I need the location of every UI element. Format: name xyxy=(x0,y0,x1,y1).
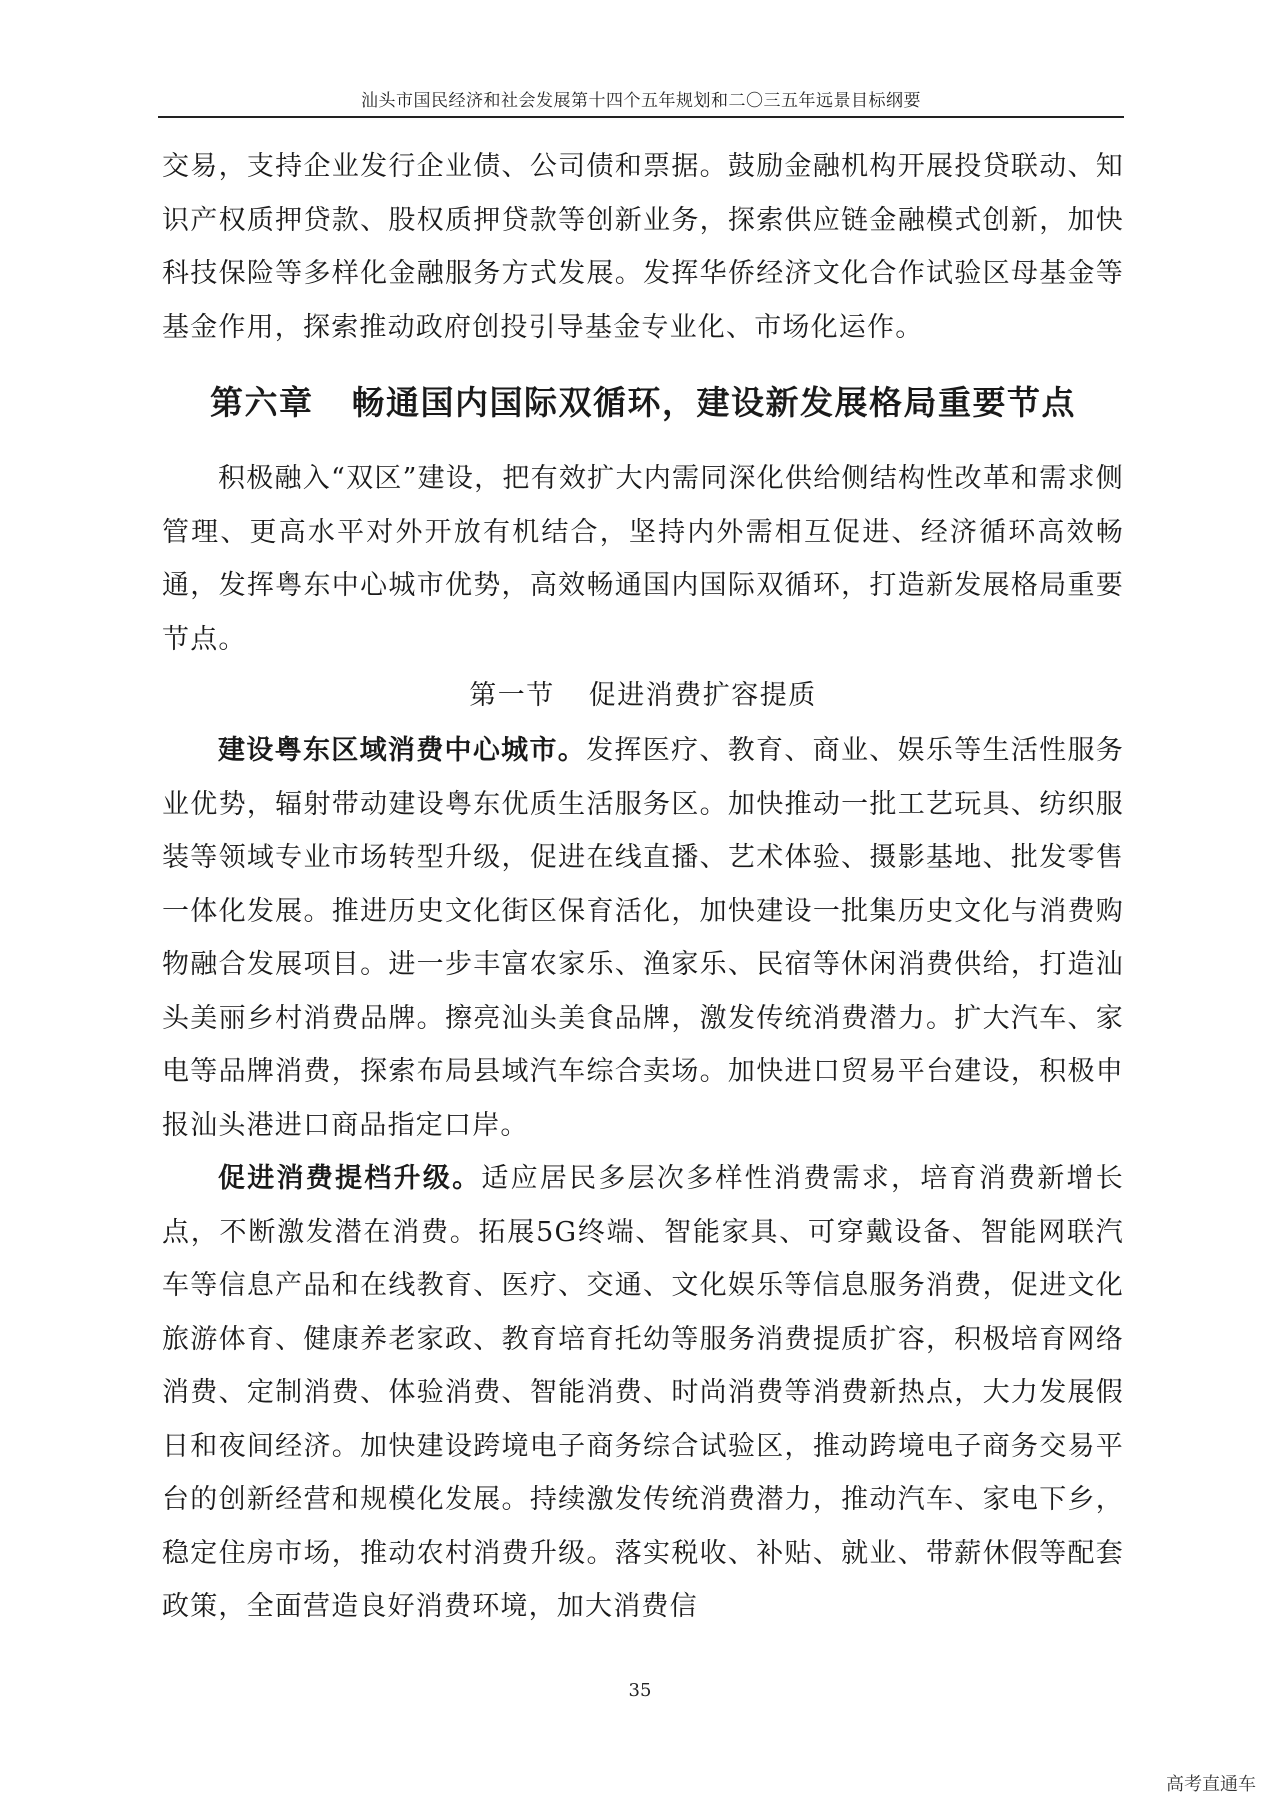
page-number: 35 xyxy=(628,1680,652,1701)
chapter-number: 第六章 xyxy=(210,383,314,422)
document-body xyxy=(162,140,1124,1634)
paragraph-lead: 促进消费提档升级。 xyxy=(218,1163,482,1194)
section-title: 促进消费扩容提质 xyxy=(588,680,817,711)
chapter-title: 畅通国内国际双循环，建设新发展格局重要节点 xyxy=(351,383,1076,422)
section-heading xyxy=(162,670,1124,722)
intro-paragraph: 交易，支持企业发行企业债、公司债和票据。鼓励金融机构开展投贷联动、知识产权质押贷款、股权质押贷款等创新业务，探索供应链金融模式创新，加快科技保险等多样化金融服务方式发展。发挥华侨经济文化合作试验区母基金等基金作用，探索推动政府创投引导基金专业化、市场化运作。 xyxy=(162,151,1124,343)
paragraph-consumption-upgrade xyxy=(162,1152,1124,1634)
paragraph-text: 发挥医疗、教育、商业、娱乐等生活性服务业优势，辐射带动建设粤东优质生活服务区。加快推动一批工艺玩具、纺织服装等领域专业市场转型升级，促进在线直播、艺术体验、摄影基地、批发零售一体化发展。推进历史文化街区保育活化，加快建设一批集历史文化与消费购物融合发展项目。进一步丰富农家乐、渔家乐、民宿等休闲消费供给，打造汕头美丽乡村消费品牌。擦亮汕头美食品牌，激发传统消费潜力。扩大汽车、家电等品牌消费，探索布局县域汽车综合卖场。加快进口贸易平台建设，积极申报汕头港进口商品指定口岸。 xyxy=(162,735,1124,1141)
paragraph-consumption-center xyxy=(162,724,1124,1152)
page-header: 汕头市国民经济和社会发展第十四个五年规划和二〇三五年远景目标纲要 xyxy=(361,91,921,111)
chapter-intro-paragraph: 积极融入“双区”建设，把有效扩大内需同深化供给侧结构性改革和需求侧管理、更高水平对外开放有机结合，坚持内外需相互促进、经济循环高效畅通，发挥粤东中心城市优势，高效畅通国内国际双循环，打造新发展格局重要节点。 xyxy=(162,463,1124,655)
paragraph-lead: 建设粤东区域消费中心城市。 xyxy=(218,735,587,766)
chapter-heading xyxy=(162,374,1124,432)
section-number: 第一节 xyxy=(469,680,555,711)
watermark: 高考直通车 xyxy=(1166,1774,1256,1795)
header-rule xyxy=(158,116,1124,118)
paragraph-text: 适应居民多层次多样性消费需求，培育消费新增长点，不断激发潜在消费。拓展5G终端、智能家具、可穿戴设备、智能网联汽车等信息产品和在线教育、医疗、交通、文化娱乐等信息服务消费，促进文化旅游体育、健康养老家政、教育培育托幼等服务消费提质扩容，积极培育网络消费、定制消费、体验消费、智能消费、时尚消费等消费新热点，大力发展假日和夜间经济。加快建设跨境电子商务综合试验区，推动跨境电子商务交易平台的创新经营和规模化发展。持续激发传统消费潜力，推动汽车、家电下乡，稳定住房市场，推动农村消费升级。落实税收、补贴、就业、带薪休假等配套政策，全面营造良好消费环境，加大消费信 xyxy=(162,1163,1124,1622)
